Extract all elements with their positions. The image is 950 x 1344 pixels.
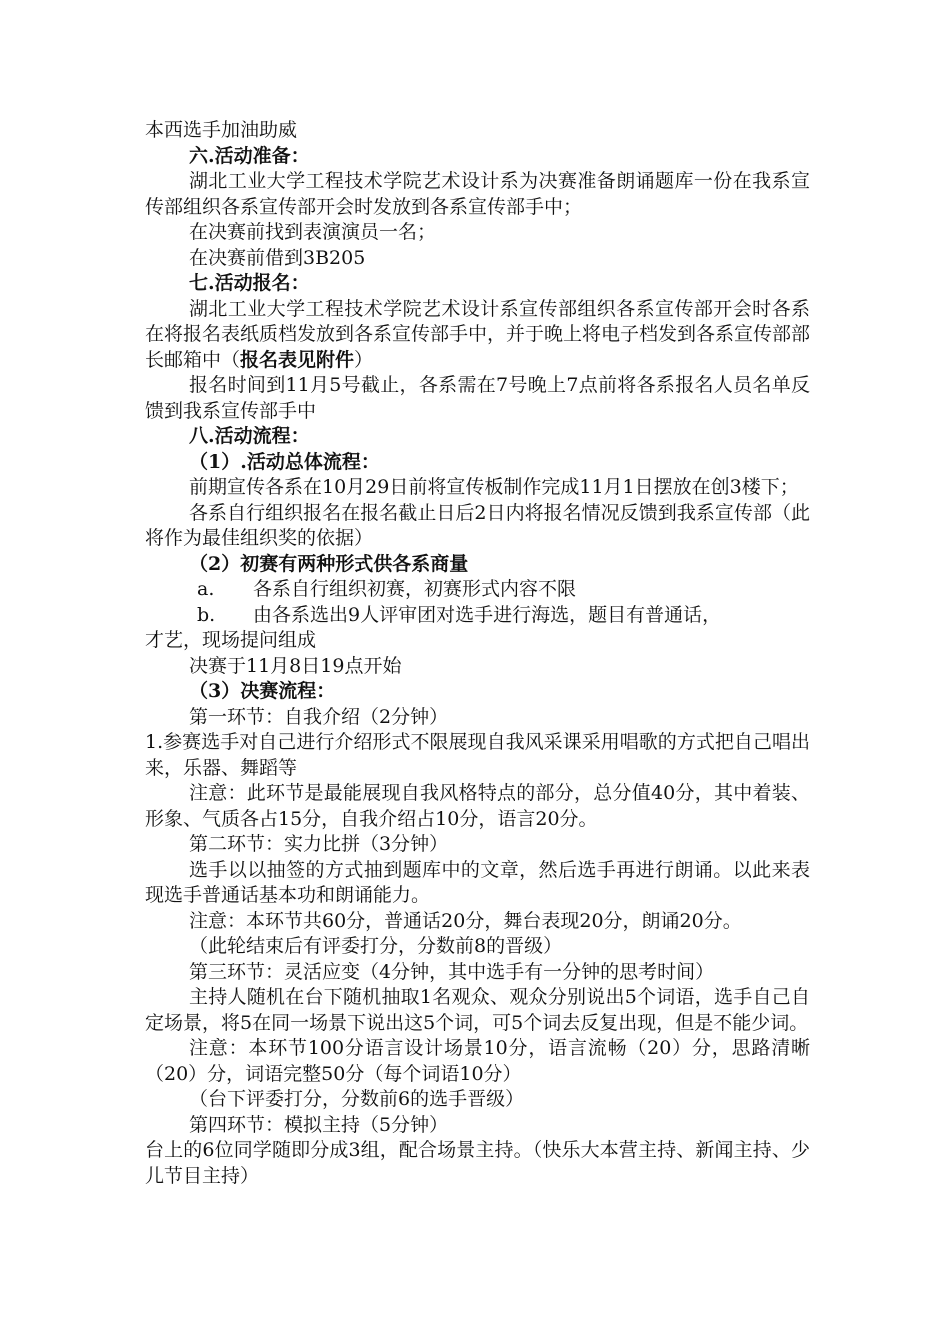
list-text-b: 由各系选出9人评审团对选手进行海选，题目有普通话， xyxy=(253,603,722,626)
list-marker-b: b. xyxy=(197,603,216,626)
attachment-note: 报名表见附件 xyxy=(240,348,355,371)
stage-three-scoring: （台下评委打分，分数前6的选手晋级） xyxy=(189,1088,525,1110)
paragraph-final-time: 决赛于11月8日19点开始 xyxy=(189,654,402,677)
paragraph-performer: 在决赛前找到表演演员一名； xyxy=(189,221,437,243)
section-heading-process: 八.活动流程： xyxy=(189,425,310,447)
stage-four-title: 第四环节：模拟主持（5分钟） xyxy=(189,1113,449,1136)
list-item-a xyxy=(145,577,810,603)
stage-three-note: 注意：本环节100分语言设计场景10分，语言流畅（20）分，思路清晰（20）分，词语完整50分（每个词语10分） xyxy=(145,1037,810,1085)
paragraph-continuation: 本西选手加油助威 xyxy=(145,119,298,141)
list-item-b-continuation: 才艺，现场提问组成 xyxy=(145,629,317,651)
stage-two-scoring: （此轮结束后有评委打分，分数前8的晋级） xyxy=(189,935,563,957)
stage-three-description: 主持人随机在台下随机抽取1名观众、观众分别说出5个词语，选手自己自定场景，将5在同一场景下说出这5个词，可5个词去反复出现，但是不能少词。 xyxy=(145,986,810,1034)
registration-text: 湖北工业大学工程技术学院艺术设计系宣传部组织各系宣传部开会时各系在将报名表纸质档发放到各系宣传部手中，并于晚上将电子档发到各系宣传部部长邮箱中（ xyxy=(145,297,811,371)
paragraph-deadline: 报名时间到11月5号截止，各系需在7号晚上7点前将各系报名人员名单反馈到我系宣传部手中 xyxy=(145,374,810,422)
paragraph-publicity: 前期宣传各系在10月29日前将宣传板制作完成11月1日摆放在创3楼下； xyxy=(189,476,799,498)
stage-one-note: 注意：此环节是最能展现自我风格特点的部分，总分值40分，其中着装、形象、气质各占15分，自我介绍占10分，语言20分。 xyxy=(145,782,810,830)
section-heading-preparation: 六.活动准备： xyxy=(189,144,310,167)
subheading-overall-process: （1）.活动总体流程： xyxy=(189,450,380,473)
subheading-preliminary: （2）初赛有两种形式供各系商量 xyxy=(189,552,469,575)
list-marker-a: a. xyxy=(197,578,215,600)
list-item-b xyxy=(145,603,810,629)
list-text-a: 各系自行组织初赛，初赛形式内容不限 xyxy=(253,578,577,600)
document-body xyxy=(145,118,810,1189)
paragraph-registration-form xyxy=(145,297,810,374)
registration-text-end: ） xyxy=(354,348,374,371)
paragraph-organize: 各系自行组织报名在报名截止日后2日内将报名情况反馈到我系宣传部（此将作为最佳组织奖的依据） xyxy=(145,501,810,549)
stage-four-description: 台上的6位同学随即分成3组，配合场景主持。（快乐大本营主持、新闻主持、少儿节目主持） xyxy=(145,1139,810,1187)
stage-two-note: 注意：本环节共60分，普通话20分，舞台表现20分，朗诵20分。 xyxy=(189,909,742,932)
paragraph-venue: 在决赛前借到3B205 xyxy=(189,246,366,269)
stage-one-description: 1.参赛选手对自己进行介绍形式不限展现自我风采课采用唱歌的方式把自己唱出来，乐器、舞蹈等 xyxy=(145,731,810,779)
stage-three-title: 第三环节：灵活应变（4分钟，其中选手有一分钟的思考时间） xyxy=(189,960,715,983)
stage-two-description: 选手以以抽签的方式抽到题库中的文章，然后选手再进行朗诵。以此来表现选手普通话基本功和朗诵能力。 xyxy=(145,858,810,906)
subheading-final-process: （3）决赛流程： xyxy=(189,680,336,702)
section-heading-registration: 七.活动报名： xyxy=(189,272,310,294)
stage-two-title: 第二环节：实力比拼（3分钟） xyxy=(189,833,449,855)
stage-one-title: 第一环节：自我介绍（2分钟） xyxy=(189,705,449,728)
paragraph-question-bank: 湖北工业大学工程技术学院艺术设计系为决赛准备朗诵题库一份在我系宣传部组织各系宣传部开会时发放到各系宣传部手中； xyxy=(145,170,810,218)
